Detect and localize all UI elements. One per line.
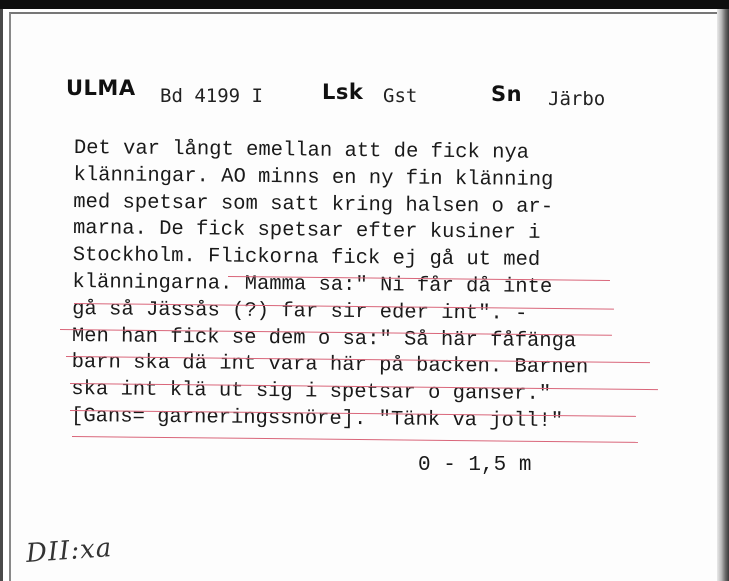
scan-top-border bbox=[0, 0, 729, 9]
text-line: Men han fick se dem o sa:" Så här fåfänga bbox=[71, 324, 577, 353]
text-line: med spetsar som satt kring halsen o ar- bbox=[73, 190, 554, 219]
depth-measure: 0 - 1,5 m bbox=[418, 454, 532, 477]
text-line: Stockholm. Flickorna fick ej gå ut med bbox=[72, 244, 541, 273]
text-line: barn ska dä int vara här på backen. Barnen bbox=[71, 351, 589, 380]
archive-name: ULMA bbox=[66, 76, 136, 100]
handwritten-signum: DII:xa bbox=[25, 533, 114, 569]
county-value: Gst bbox=[383, 85, 418, 107]
parish-label: Sn bbox=[491, 82, 523, 106]
text-line: klänningar. AO minns en ny fin klänning bbox=[73, 163, 554, 192]
card-body-text bbox=[71, 136, 674, 437]
scan-right-border bbox=[717, 9, 729, 581]
county-label: Lsk bbox=[322, 80, 364, 104]
text-line: ska int klä ut sig i spetsar o ganser." bbox=[71, 378, 552, 407]
scan-left-border bbox=[0, 9, 3, 581]
text-line: klänningarna. Mamma sa:" Ni får då inte bbox=[72, 270, 553, 299]
volume-number: Bd 4199 I bbox=[160, 85, 263, 107]
text-line: Det var långt emellan att de fick nya bbox=[73, 136, 530, 165]
text-line: gå så Jässås (?) far sir eder int". - bbox=[72, 297, 528, 326]
text-line: marna. De fick spetsar efter kusiner i bbox=[72, 217, 541, 246]
parish-value: Järbo bbox=[548, 88, 606, 110]
text-line: [Gans= garneringssnöre]. "Tänk va joll!" bbox=[70, 404, 564, 434]
